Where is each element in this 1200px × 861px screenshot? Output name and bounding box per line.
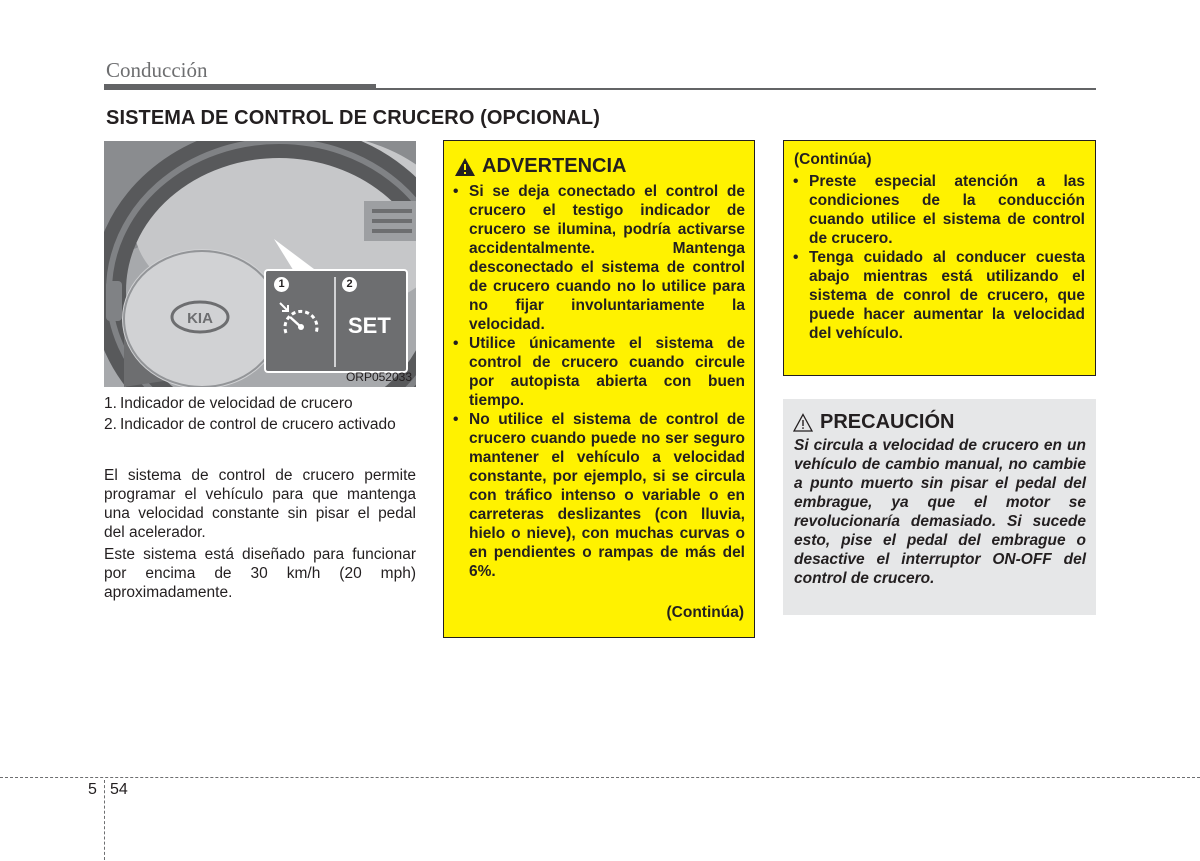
callout-number-1: 1 [274, 277, 289, 292]
cruise-speedometer-icon [276, 299, 326, 349]
legend-item [104, 394, 416, 413]
callout-divider [334, 277, 336, 367]
continued-list [793, 172, 1085, 343]
warning-continued-box [783, 140, 1096, 376]
warning-item: • Utilice únicamente el sistema de control de crucero cuando circule por autopista abierta con buen tiempo. [453, 335, 745, 409]
legend-item [104, 415, 416, 434]
legend-text: Indicador de velocidad de crucero [120, 395, 353, 412]
footer-vertical-rule [104, 780, 105, 860]
speed-paragraph: Este sistema está diseñado para funcionar por encima de 30 km/h (20 mph) aproximadamente. [104, 546, 416, 601]
continued-item-text: Tenga cuidado al conducer cuesta abajo mientras está utilizando el sistema de conrol de crucero, que puede hacer aumentar la velocidad del vehículo. [809, 249, 1085, 342]
warning-triangle-icon [454, 157, 476, 177]
caution-header [793, 411, 954, 434]
caution-triangle-icon [793, 413, 813, 432]
continued-item: • Tenga cuidado al conducer cuesta abajo mientras está utilizando el sistema de conrol de crucero, que puede hacer aumentar la velocidad del vehículo. [793, 249, 1085, 342]
steering-wheel-figure [104, 141, 416, 387]
callout-number-2: 2 [342, 277, 357, 292]
footer-rule [0, 777, 1200, 778]
set-indicator-label: SET [348, 313, 391, 338]
continued-label: (Continúa) [794, 151, 872, 168]
legend-text: Indicador de control de crucero activado [120, 416, 396, 433]
header-rule-thick [104, 84, 376, 90]
warning-continues: (Continúa) [666, 604, 744, 621]
cruise-indicator-callout [264, 269, 408, 373]
section-title: SISTEMA DE CONTROL DE CRUCERO (OPCIONAL) [106, 107, 601, 129]
figure-legend [104, 394, 416, 434]
warning-item-text: Utilice únicamente el sistema de control de crucero cuando circule por autopista abierta con buen tiempo. [469, 335, 745, 409]
chapter-title: Conducción [106, 58, 208, 82]
page-number: 54 [110, 781, 128, 798]
header-rule-thin [376, 88, 1096, 90]
warning-item: • Si se deja conectado el control de crucero el testigo indicador de crucero se ilumina, podría activarse accidentalmente. Mantenga desconectado el sistema de control de crucero cuando no lo utilice para no fijar involuntariamente la velocidad. [453, 183, 745, 333]
warning-title: ADVERTENCIA [482, 155, 627, 177]
warning-box [443, 140, 755, 638]
section-number: 5 [88, 781, 97, 798]
legend-number: 2. [104, 416, 117, 433]
figure-code: ORP052033 [345, 370, 412, 384]
continued-item: • Preste especial atención a las condiciones de la conducción cuando utilice el sistema de control de crucero. [793, 173, 1085, 247]
caution-text: Si circula a velocidad de crucero en un vehículo de cambio manual, no cambie a punto muerto sin pisar el pedal del embrague, ya que el motor se revolucionaría demasiado. Si sucede esto, pise el pedal del embrague o desactive el interruptor ON-OFF del control de crucero. [794, 437, 1086, 587]
legend-number: 1. [104, 395, 117, 412]
kia-logo: KIA [187, 310, 213, 327]
continued-item-text: Preste especial atención a las condiciones de la conducción cuando utilice el sistema de control de crucero. [809, 173, 1085, 247]
caution-title: PRECAUCIÓN [820, 411, 955, 433]
warning-list [453, 182, 745, 581]
warning-item-text: Si se deja conectado el control de crucero el testigo indicador de crucero se ilumina, podría activarse accidentalmente. Mantenga desconectado el sistema de control de crucero cuando no lo utilice para no fijar involuntariamente la velocidad. [469, 183, 745, 333]
warning-header [454, 155, 626, 178]
intro-paragraph: El sistema de control de crucero permite programar el vehículo para que mantenga una velocidad constante sin pisar el pedal del acelerador. [104, 467, 416, 541]
caution-box [783, 399, 1096, 615]
warning-item: • No utilice el sistema de control de crucero cuando puede no ser seguro mantener el vehículo a velocidad constante, por ejemplo, si se circula con tráfico intenso o variable o en carreteras deslizantes (con lluvia, hielo o nieve), con muchas curvas o en pendientes o rampas de más del 6%. [453, 411, 745, 580]
warning-item-text: No utilice el sistema de control de crucero cuando puede no ser seguro mantener el vehículo a velocidad constante, por ejemplo, si se circula con tráfico intenso o variable o en carreteras deslizantes (con lluvia, hielo o nieve), con muchas curvas o en pendientes o rampas de más del 6%. [469, 411, 745, 580]
